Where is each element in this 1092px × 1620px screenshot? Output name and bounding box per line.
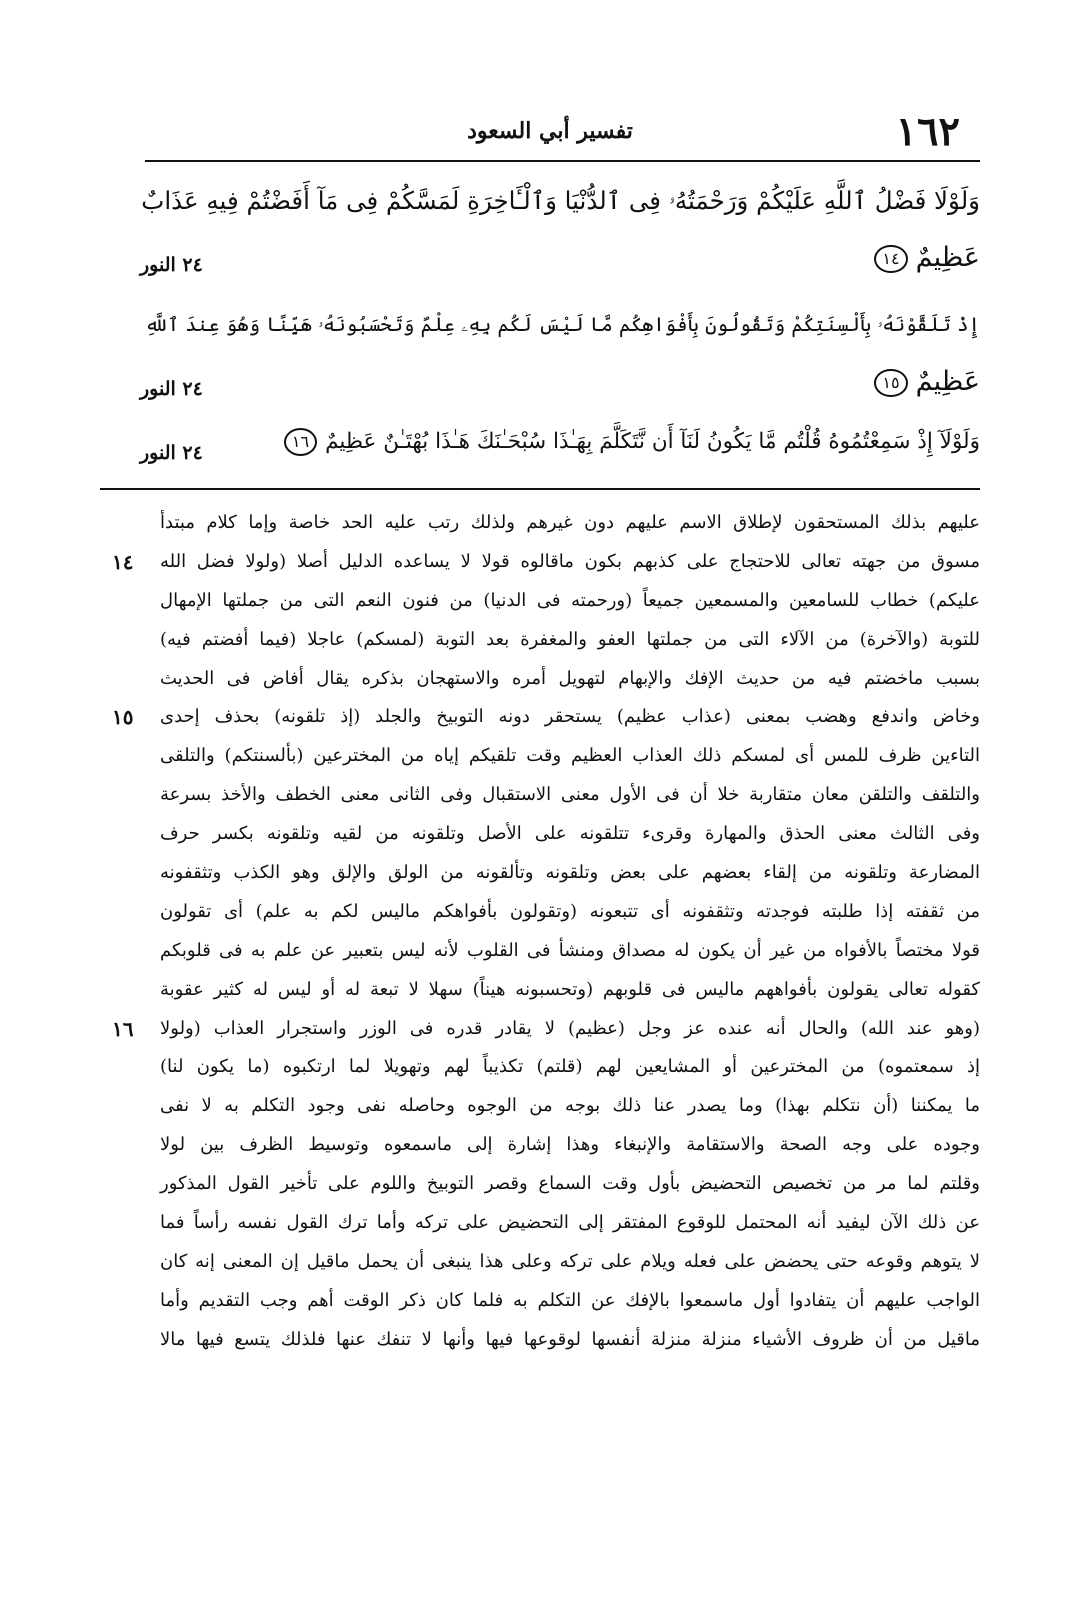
commentary-line-text: لا يتوهم وقوعه حتى يحضض على فعله ويلام على تركه وعلى هذا ينبغى أن يحمل ماقيل إن المعنى إنه كان	[160, 1250, 980, 1272]
commentary-line	[100, 737, 980, 776]
commentary-line-text: للتوبة (والآخرة) من الآلاء التى من جملتها العفو والمغفرة بعد التوبة (لمسكم) عاجلا (فيما أفضتم فيه)	[160, 628, 980, 650]
verse-text: وَلَوْلَآ إِذْ سَمِعْتُمُوهُ قُلْتُم مَّا يَكُونُ لَنَآ أَن نَّتَكَلَّمَ بِهَـٰذَا سُبْحَـٰنَكَ هَـٰذَا بُهْتَـٰنٌ عَظِيمٌ	[325, 429, 980, 454]
commentary-line-text: من ثقفته إذا طلبته فوجدته وتثقفونه أى تتبعونه (وتقولون بأفواهكم ماليس لكم به علم) أى تقولون	[160, 900, 980, 922]
margin-verse-number: ١٦	[112, 1016, 134, 1041]
commentary-line-text: وخاض واندفع وهضب بمعنى (عذاب عظيم) يستحقر دونه التوبيخ والجلد (إذ تلقونه) بحذف إحدى	[160, 706, 980, 728]
commentary-line-text: إذ سمعتموه) من المخترعين أو المشايعين لهم (قلتم) تكذيباً لهم وتهويلا لما ارتكبوه (ما يكون لنا)	[160, 1056, 980, 1078]
verse-ending-word: عَظِيمٌ	[915, 366, 980, 397]
commentary-line-text: ماقيل من أن ظروف الأشياء منزلة منزلة أنفسها لوقوعها فيها وأنها لا تنفك عنها فلذلك يتسع فيها مالا	[160, 1328, 980, 1350]
verse-14	[140, 170, 980, 294]
commentary-line	[100, 1165, 980, 1204]
verse-text: وَلَوْلَا فَضْلُ ٱللَّهِ عَلَيْكُمْ وَرَحْمَتُهُۥ فِى ٱلدُّنْيَا وَٱلْـَٔاخِرَةِ لَمَسَّكُمْ فِى مَآ أَفَضْتُمْ فِيهِ عَذَابٌ	[141, 186, 980, 215]
verse-16	[140, 418, 980, 480]
commentary-line	[100, 971, 980, 1010]
commentary-line-text: بسبب ماخضتم فيه من حديث الإفك والإبهام لتهويل أمره والاستهجان بذكره يقال أفاض فى الحديث	[160, 667, 980, 689]
commentary-line	[100, 893, 980, 932]
ayah-number-marker: ١٤	[874, 245, 907, 273]
margin-verse-number: ١٥	[112, 705, 134, 730]
verse-line	[284, 428, 980, 456]
commentary-line-text: الواجب عليهم أن يتفادوا أول ماسمعوا بالإفك عن التكلم به فلما كان ذكر الوقت أهم وجب التقديم وأما	[160, 1289, 980, 1311]
page-header	[145, 108, 980, 160]
commentary-line-text: المضارعة وتلقونه من إلقاء بعضهم على بعض وتلقونه وتألقونه من الولق والإلق وهو الكذب وتثقفونه	[160, 862, 980, 884]
verse-ending	[874, 242, 980, 273]
commentary-line	[100, 1243, 980, 1282]
page-number: ١٦٢	[895, 108, 960, 155]
commentary-line	[100, 660, 980, 699]
header-divider	[145, 160, 980, 162]
commentary-line	[100, 1282, 980, 1321]
commentary-line	[100, 815, 980, 854]
commentary-line	[100, 1126, 980, 1165]
margin-verse-number: ١٤	[112, 549, 134, 574]
commentary-line-text: كقوله تعالى يقولون بأفواههم ماليس فى قلوبهم (وتحسبونه هيناً) سهلا لا تبعة له أو ليس له كثير عقوبة	[160, 978, 980, 1000]
verse-text: إِذْ تَلَقَّوْنَهُۥ بِأَلْسِنَتِكُمْ وَتَقُولُونَ بِأَفْوَاهِكُم مَّا لَيْسَ لَكُم بِهِۦ عِلْمٌ وَتَحْسَبُونَهُۥ هَيِّنًا وَهُوَ عِندَ ٱللَّهِ	[144, 313, 980, 336]
commentary-line	[100, 1087, 980, 1126]
commentary-line-text: عليهم بذلك المستحقون لإطلاق الاسم عليهم دون غيرهم ولذلك رتب عليه الحد خاصة وإما كلام مبتدأ	[160, 512, 980, 533]
commentary-line	[100, 543, 980, 582]
verse-ending-row	[140, 232, 980, 294]
commentary-text	[100, 504, 980, 1360]
commentary-line	[100, 698, 980, 737]
surah-reference: ٢٤ النور	[140, 378, 203, 400]
commentary-line-text: وجوده على وجه الصحة والاستقامة والإنبغاء وهذا إشارة إلى ماسمعوه وتوسيط الظرف بين لولا	[160, 1134, 980, 1156]
commentary-line	[100, 504, 980, 543]
commentary-line	[100, 932, 980, 971]
commentary-line-text: (وهو عند الله) والحال أنه عنده عز وجل (عظيم) لا يقادر قدره فى الوزر واستجرار العذاب (ولولا	[160, 1017, 980, 1039]
verse-ending-row	[140, 356, 980, 418]
commentary-line-text: وفى الثالث معنى الحذق والمهارة وقرىء تتلقونه على الأصل وتلقونه من لقيه وتلقونه بكسر حرف	[160, 823, 980, 845]
commentary-line-text: وقلتم لما مر من تخصيص التحضيض بأول وقت السماع وقصر التوبيخ واللوم على تأخير القول المذكور	[160, 1173, 980, 1195]
verses-divider	[100, 488, 980, 490]
verse-ending	[874, 366, 980, 397]
commentary-line	[100, 776, 980, 815]
commentary-line	[100, 582, 980, 621]
commentary-line	[100, 1010, 980, 1049]
verse-ending-word: عَظِيمٌ	[915, 242, 980, 273]
commentary-line	[100, 1204, 980, 1243]
ayah-number-marker: ١٦	[284, 428, 317, 456]
commentary-line-text: عن ذلك الآن ليفيد أنه المحتمل للوقوع المفتقر إلى التحضيض على تركه وأما ترك القول نفسه رأساً فما	[160, 1212, 980, 1234]
surah-reference: ٢٤ النور	[140, 442, 203, 464]
surah-reference: ٢٤ النور	[140, 254, 203, 276]
commentary-line	[100, 1048, 980, 1087]
commentary-line-text: مسوق من جهته تعالى للاحتجاج على كذبهم بكون ماقالوه قولا لا يساعده الدليل أصلا (ولولا فضل الله	[160, 550, 980, 572]
commentary-line-text: التاءين ظرف للمس أى لمسكم ذلك العذاب العظيم وقت تلقيكم إياه من المخترعين (بألسنتكم) والتلقى	[160, 745, 980, 767]
ayah-number-marker: ١٥	[874, 369, 907, 397]
verse-15	[140, 294, 980, 418]
commentary-line	[100, 621, 980, 660]
commentary-line-text: والتلقف والتلقن معان متقاربة خلا أن فى الأول معنى الاستقبال وفى الثانى معنى الخطف والأخذ بسرعة	[160, 784, 980, 806]
commentary-line	[100, 854, 980, 893]
commentary-line-text: قولا مختصاً بالأفواه من غير أن يكون له مصداق ومنشأ فى القلوب لأنه ليس بتعبير عن علم به فى قلوبكم	[160, 939, 980, 961]
commentary-line-text: عليكم) خطاب للسامعين والمسمعين جميعاً (ورحمته فى الدنيا) من فنون النعم التى من جملتها الإمهال	[160, 589, 980, 611]
running-title: تفسير أبي السعود	[467, 118, 633, 144]
commentary-line	[100, 1321, 980, 1360]
quran-verses	[140, 170, 980, 480]
commentary-line-text: ما يمكننا (أن نتكلم بهذا) وما يصدر عنا ذلك بوجه من الوجوه وحاصله نفى وجود التكلم به لا نفى	[160, 1095, 980, 1117]
